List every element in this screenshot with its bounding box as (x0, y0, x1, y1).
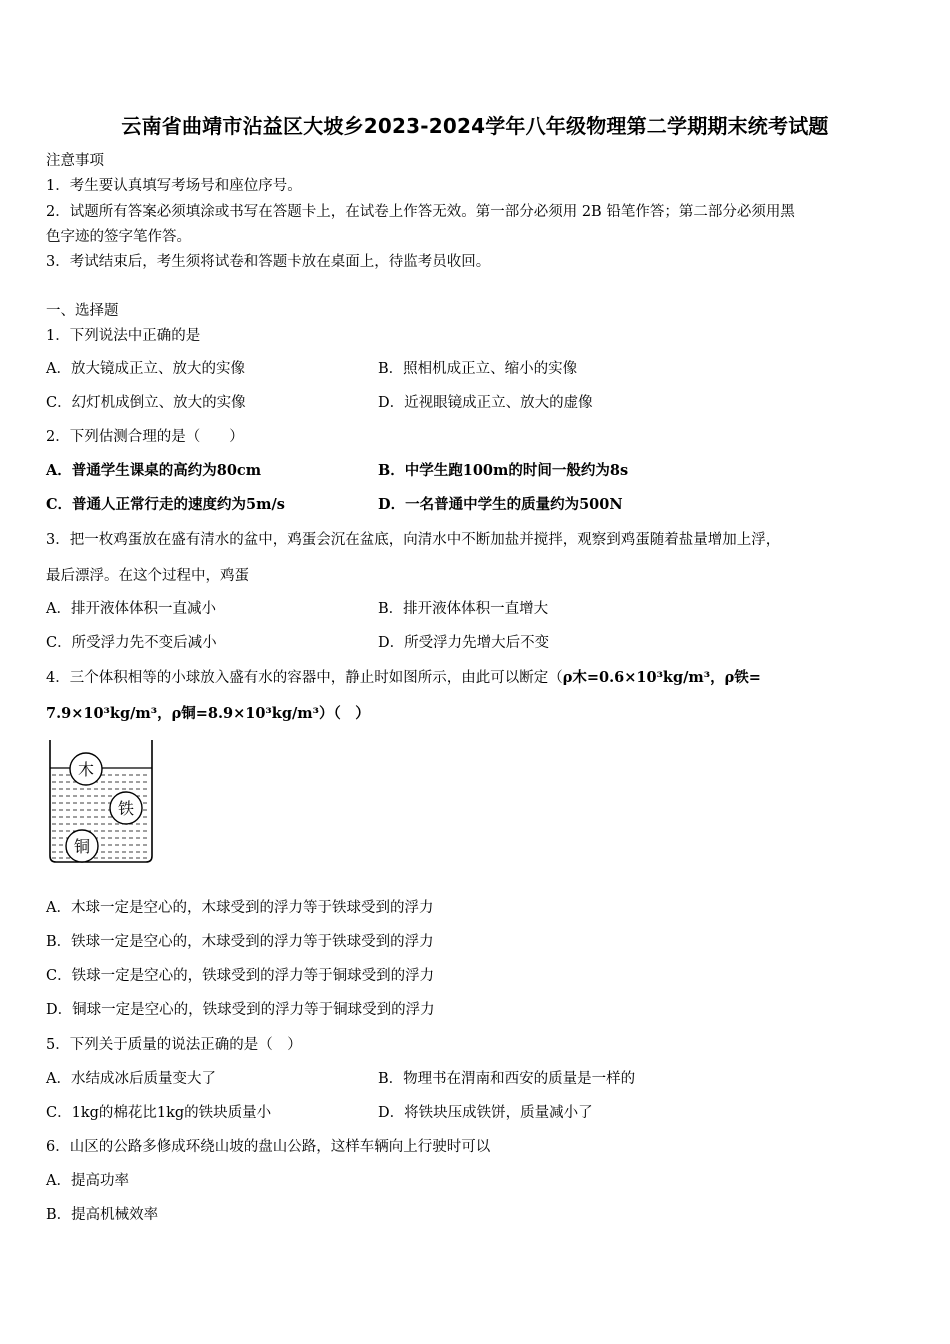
q1-option-d: D．近视眼镜成正立、放大的虚像 (378, 395, 593, 411)
q2-option-a: A．普通学生课桌的高约为80cm (46, 462, 262, 479)
wood-ball-label: 木 (77, 760, 95, 779)
q4-option-c: C．铁球一定是空心的，铁球受到的浮力等于铜球受到的浮力 (46, 968, 435, 984)
q2-option-d: D．一名普通中学生的质量约为500N (378, 496, 623, 513)
q4-option-d: D．铜球一定是空心的，铁球受到的浮力等于铜球受到的浮力 (46, 1002, 435, 1018)
q3-option-c: C．所受浮力先不变后减小 (46, 635, 217, 651)
q4-stem-line2: 7.9×10³kg/m³，ρ铜=8.9×10³kg/m³）（ ） (46, 705, 370, 722)
q6-option-b: B．提高机械效率 (46, 1207, 159, 1223)
copper-ball-label: 铜 (73, 837, 91, 856)
q3-option-a: A．排开液体体积一直减小 (46, 601, 216, 617)
notice-heading: 注意事项 (46, 153, 104, 169)
q2-stem: 2．下列估测合理的是（ ） (46, 429, 244, 445)
notice-item-2: 2．试题所有答案必须填涂或书写在答题卡上，在试卷上作答无效。第一部分必须用 2B 铅笔作答；第二部分必须用黑 (46, 204, 795, 220)
q5-option-a: A．水结成冰后质量变大了 (46, 1071, 216, 1087)
q5-option-d: D．将铁块压成铁饼，质量减小了 (378, 1105, 593, 1121)
q4-option-b: B．铁球一定是空心的，木球受到的浮力等于铁球受到的浮力 (46, 934, 434, 950)
q2-option-c: C．普通人正常行走的速度约为5m/s (46, 496, 285, 513)
q4-rho-wood: ρ木=0.6×10³kg/m³， (562, 669, 725, 686)
q4-stem-text: 4．三个体积相等的小球放入盛有水的容器中，静止时如图所示，由此可以断定（ (46, 670, 563, 686)
section-heading: 一、选择题 (46, 303, 119, 319)
q6-stem: 6．山区的公路多修成环绕山坡的盘山公路，这样车辆向上行驶时可以 (46, 1139, 491, 1155)
q1-option-c: C．幻灯机成倒立、放大的实像 (46, 395, 246, 411)
notice-item-2-cont: 色字迹的签字笔作答。 (46, 229, 191, 245)
q2-option-b: B．中学生跑100m的时间一般约为8s (378, 462, 629, 479)
q4-rho-iron: ρ铁= (724, 669, 761, 686)
q1-stem: 1．下列说法中正确的是 (46, 328, 201, 344)
q6-option-a: A．提高功率 (46, 1173, 129, 1189)
q5-option-b: B．物理书在渭南和西安的质量是一样的 (378, 1071, 636, 1087)
q1-option-b: B．照相机成正立、缩小的实像 (378, 361, 578, 377)
q4-container-figure (44, 738, 158, 866)
notice-item-3: 3．考试结束后，考生须将试卷和答题卡放在桌面上，待监考员收回。 (46, 254, 491, 270)
q1-option-a: A．放大镜成正立、放大的实像 (46, 361, 245, 377)
q3-stem-line1: 3．把一枚鸡蛋放在盛有清水的盆中，鸡蛋会沉在盆底，向清水中不断加盐并搅拌，观察到鸡蛋随着盐量增加上浮， (46, 532, 781, 548)
q4-option-a: A．木球一定是空心的，木球受到的浮力等于铁球受到的浮力 (46, 900, 434, 916)
notice-item-1: 1．考生要认真填写考场号和座位序号。 (46, 178, 302, 194)
q5-stem: 5．下列关于质量的说法正确的是（ ） (46, 1037, 302, 1053)
page-title: 云南省曲靖市沾益区大坡乡2023-2024学年八年级物理第二学期期末统考试题 (121, 114, 829, 138)
q5-option-c: C．1kg的棉花比1kg的铁块质量小 (46, 1105, 272, 1121)
q4-stem-line1 (46, 668, 761, 688)
q3-option-d: D．所受浮力先增大后不变 (378, 635, 550, 651)
q3-stem-line2: 最后漂浮。在这个过程中，鸡蛋 (46, 568, 249, 584)
q3-option-b: B．排开液体体积一直增大 (378, 601, 549, 617)
iron-ball-label: 铁 (117, 799, 135, 818)
